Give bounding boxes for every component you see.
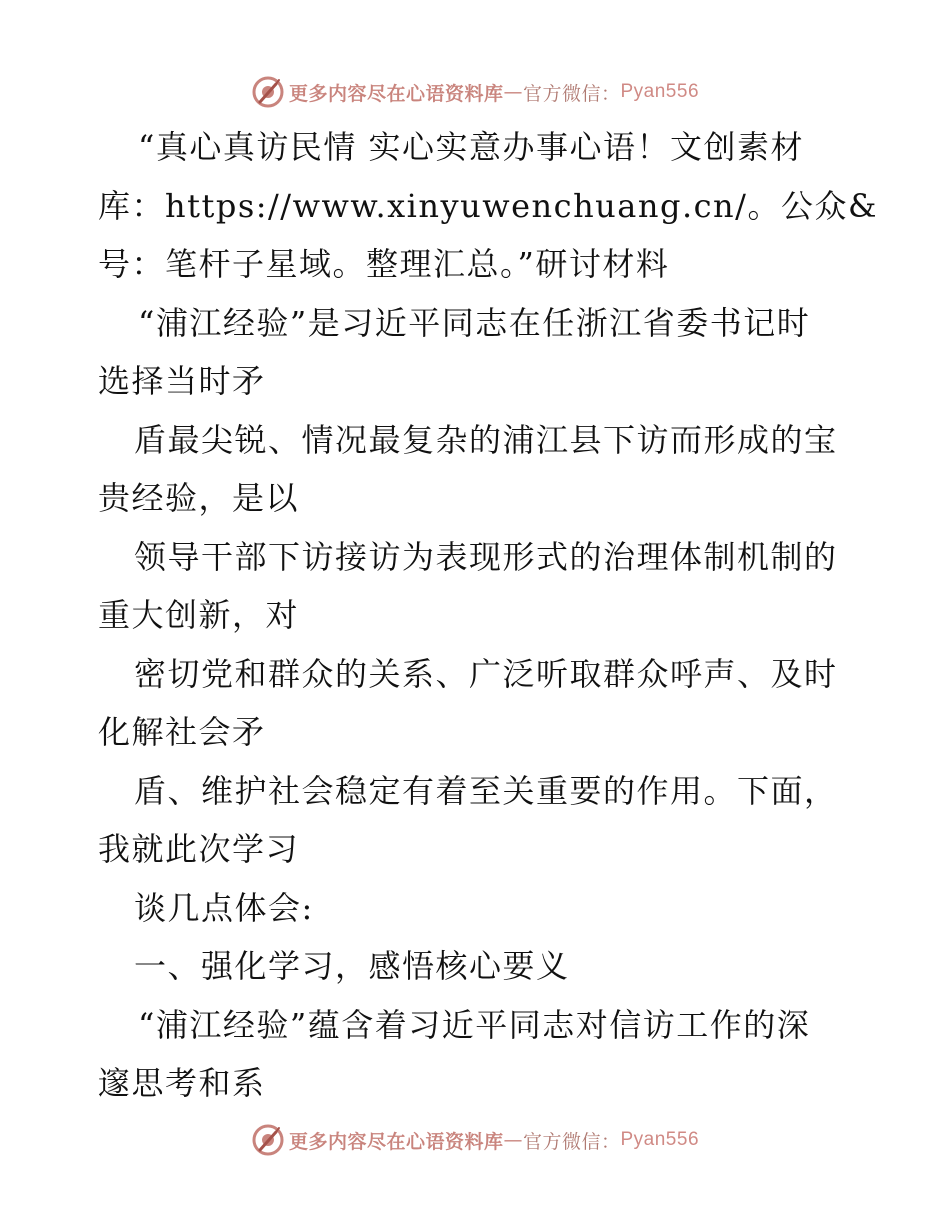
pen-logo-icon [251, 1123, 285, 1157]
text-line: 库：https://www.xinyuwenchuang.cn/。公众& [98, 186, 878, 225]
watermark-separator: — [503, 81, 523, 103]
text-line: 密切党和群众的关系、广泛听取群众呼声、及时 [134, 654, 838, 693]
document-body [98, 118, 878, 1113]
pen-logo-icon [251, 75, 285, 109]
text-line: “真心真访民情 实心实意办事心语！文创素材 [138, 128, 805, 166]
watermark-footer [0, 1120, 950, 1160]
text-line: 盾最尖锐、情况最复杂的浦江县下访而形成的宝 [134, 420, 838, 459]
watermark-wechat-id: Pyan556 [620, 1129, 700, 1150]
text-line: 号：笔杆子星域。整理汇总。”研讨材料 [98, 245, 670, 283]
text-line: 领导干部下访接访为表现形式的治理体制机制的 [134, 537, 838, 576]
text-line: 邃思考和系 [98, 1064, 266, 1102]
watermark-separator: — [503, 1129, 523, 1151]
text-line: 选择当时矛 [98, 362, 266, 400]
watermark-header [0, 72, 950, 112]
watermark-official-label: 官方微信： [522, 82, 621, 105]
text-line: 盾、维护社会稳定有着至关重要的作用。下面， [134, 771, 838, 810]
text-line: 我就此次学习 [98, 830, 300, 868]
text-line: 重大创新，对 [98, 596, 300, 634]
section-heading: 一、强化学习，感悟核心要义 [134, 947, 570, 985]
watermark-brand: 更多内容尽在心语资料库 [288, 1130, 504, 1153]
watermark-wechat-id: Pyan556 [620, 81, 700, 102]
watermark-brand: 更多内容尽在心语资料库 [288, 82, 504, 105]
text-line: 谈几点体会: [134, 888, 314, 927]
text-line: “浦江经验”蕴含着习近平同志对信访工作的深 [138, 1005, 811, 1044]
text-line: 贵经验，是以 [98, 479, 300, 517]
watermark-official-label: 官方微信： [522, 1130, 621, 1153]
text-line: 化解社会矛 [98, 713, 266, 751]
text-line: “浦江经验”是习近平同志在任浙江省委书记时 [138, 303, 811, 342]
